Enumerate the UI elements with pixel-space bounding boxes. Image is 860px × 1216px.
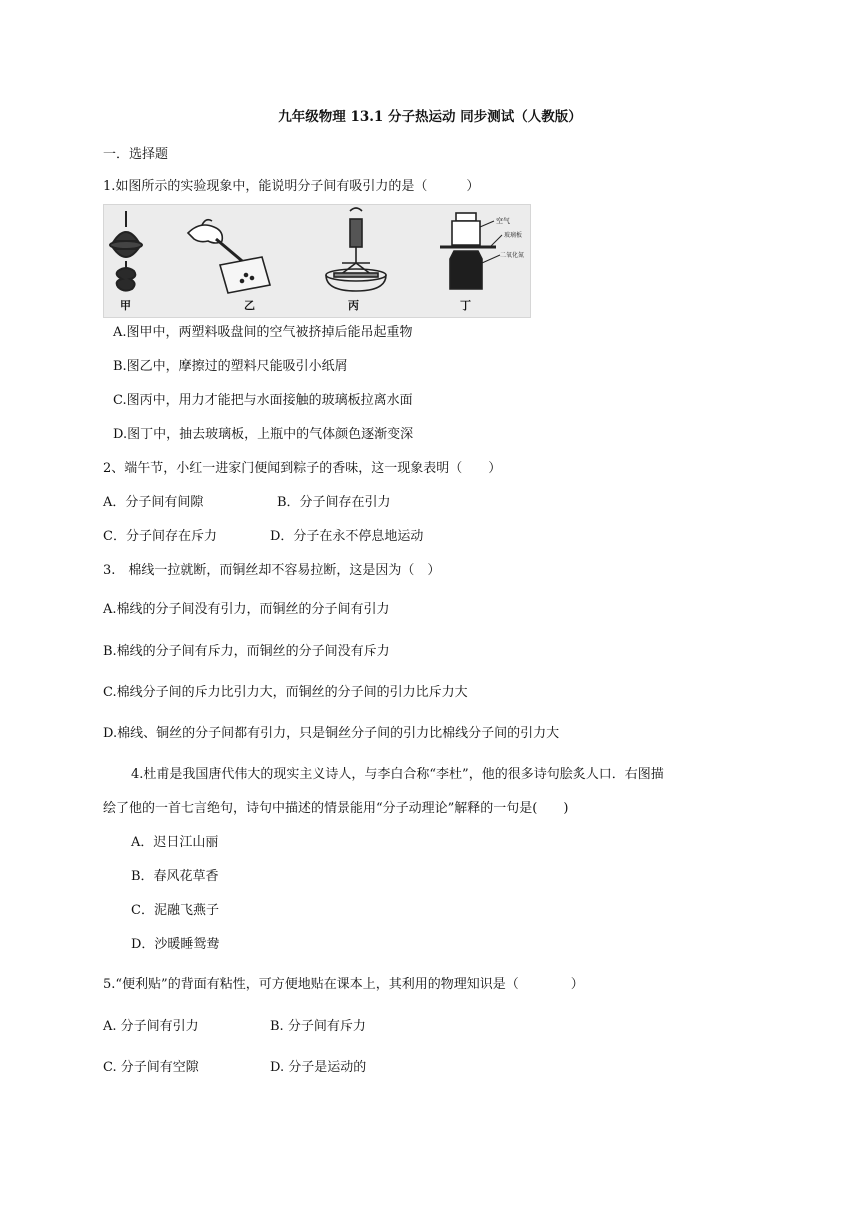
question-2-option-d: D．分子在永不停息地运动 [270, 529, 424, 544]
question-1-option-b: B.图乙中，摩擦过的塑料尺能吸引小纸屑 [113, 359, 348, 374]
spring-scale-apparatus-icon [326, 208, 386, 291]
question-4-stem-line-1: 4.杜甫是我国唐代伟大的现实主义诗人，与李白合称“李杜”，他的很多诗句脍炙人口．右图描 [131, 767, 664, 782]
question-1-stem: 1.如图所示的实验现象中，能说明分子间有吸引力的是（ ） [103, 179, 480, 194]
figure-label-jia: 甲 [120, 299, 131, 312]
question-2-option-b: B．分子间存在引力 [277, 495, 391, 510]
question-2-option-a: A．分子间有间隙 [103, 495, 204, 510]
question-4-option-a: A．迟日江山丽 [131, 835, 219, 850]
question-2-stem: 2、端午节，小红一进家门便闻到粽子的香味，这一现象表明（ ） [103, 461, 502, 476]
gas-jars-apparatus-icon [440, 213, 502, 289]
question-3-option-d: D.棉线、铜丝的分子间都有引力，只是铜丝分子间的引力比棉线分子间的引力大 [103, 726, 560, 741]
question-1-option-a: A.图甲中，两塑料吸盘间的空气被挤掉后能吊起重物 [113, 325, 413, 340]
figure-tag-no2: 二氧化氮 [500, 252, 525, 259]
question-5-stem: 5.“便利贴”的背面有粘性，可方便地贴在课本上，其利用的物理知识是（ ） [103, 977, 584, 992]
question-1-option-d: D.图丁中，抽去玻璃板，上瓶中的气体颜色逐渐变深 [113, 427, 414, 442]
question-4-stem-line-2: 绘了他的一首七言绝句，诗句中描述的情景能用“分子动理论”解释的一句是( ) [103, 801, 569, 816]
figure-tag-glass: 玻璃板 [504, 232, 523, 239]
question-3-stem: 3. 棉线一拉就断，而铜丝却不容易拉断，这是因为（ ） [103, 563, 441, 578]
question-5-option-b: B. 分子间有斥力 [270, 1019, 366, 1034]
question-5-option-a: A. 分子间有引力 [103, 1019, 199, 1034]
question-5-option-d: D. 分子是运动的 [270, 1060, 367, 1075]
question-2-option-c: C．分子间存在斥力 [103, 529, 217, 544]
figure-label-bing: 丙 [348, 299, 359, 312]
figure-tag-air: 空气 [496, 217, 510, 225]
question-4-option-b: B．春风花草香 [131, 869, 219, 884]
question-3-option-b: B.棉线的分子间有斥力，而铜丝的分子间没有斥力 [103, 644, 390, 659]
question-1-option-c: C.图丙中，用力才能把与水面接触的玻璃板拉离水面 [113, 393, 413, 408]
question-4-option-c: C．泥融飞燕子 [131, 903, 219, 918]
question-3-option-a: A.棉线的分子间没有引力，而铜丝的分子间有引力 [103, 602, 390, 617]
question-5-option-c: C. 分子间有空隙 [103, 1060, 199, 1075]
section-heading: 一．选择题 [103, 147, 169, 162]
ruler-paper-apparatus-icon [188, 220, 270, 293]
question-3-option-c: C.棉线分子间的斥力比引力大，而铜丝的分子间的引力比斥力大 [103, 685, 468, 700]
question-1-figure [103, 204, 531, 318]
figure-label-yi: 乙 [244, 299, 255, 312]
suction-cup-apparatus-icon [110, 211, 142, 291]
page-title: 九年级物理 13.1 分子热运动 同步测试（人教版） [278, 109, 582, 125]
question-4-option-d: D．沙暖睡鸳鸯 [131, 937, 220, 952]
figure-label-ding: 丁 [460, 299, 471, 312]
